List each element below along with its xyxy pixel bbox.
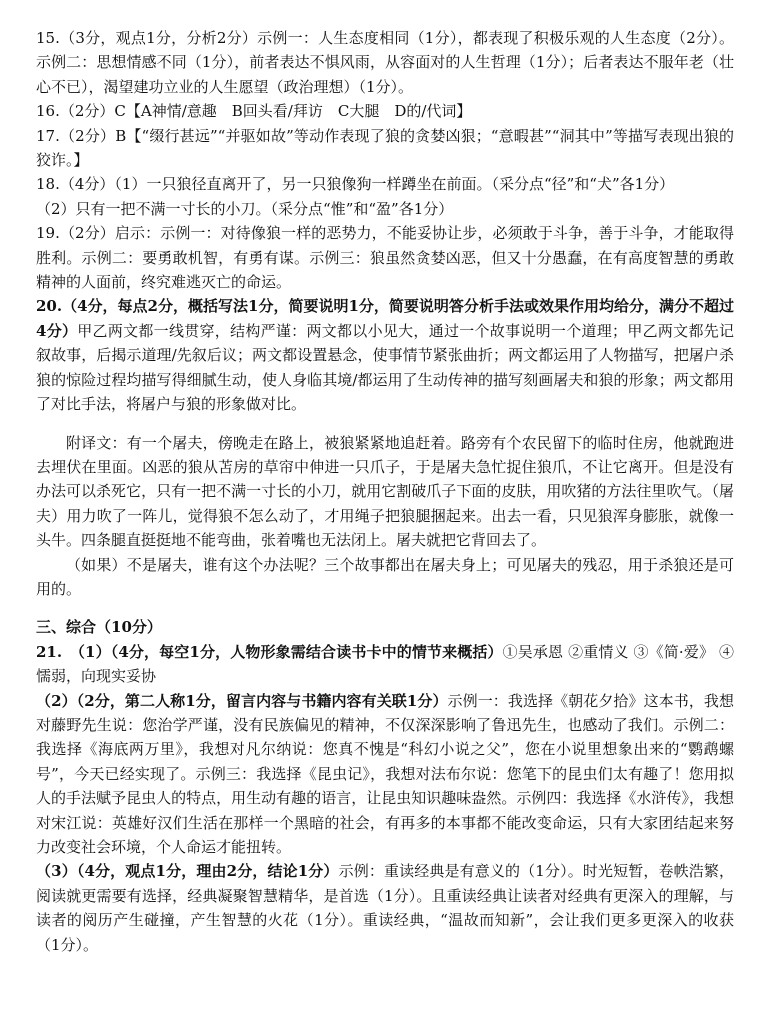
answer-text: B【“缀行甚远”“并驱如故”等动作表现了狼的贪婪凶狠；“意暇甚”“洞其中”等描写表现出狼的狡诈。】 [36, 126, 734, 170]
answer-text: 示例一：我选择《朝花夕拾》这本书，我想对藤野先生说：您治学严谨，没有民族偏见的精神，不仅深深影响了鲁迅先生，也感动了我们。示例二：我选择《海底两万里》，我想对凡尔纳说：您真不愧是“科幻小说之父”，您在小说里想象出来的“鹦鹉螺号”，今天已经实现了。示例三：我选择《昆虫记》，我想对法布尔说：您笔下的昆虫们太有趣了！您用拟人的手法赋予昆虫人的特点，用生动有趣的语言，让昆虫知识趣味盎然。示例四：我选择《水浒传》，我想对宋江说：英雄好汉们生活在那样一个黑暗的社会，有再多的本事都不能改变命运，只有大家团结起来努力改变社会环境，个人命运才能扭转。 [36, 691, 734, 856]
answer-q20 [36, 294, 734, 416]
answer-head: 17.（2分） [36, 126, 116, 145]
answer-q16 [36, 99, 734, 123]
answer-text: 示例一：人生态度相同（1分），都表现了积极乐观的人生态度（2分）。示例二：思想情感不同（1分），前者表达不惧风雨，从容面对的人生哲理（1分）；后者表达不服年老（壮心不已），渴望建功立业的人生愿望（政治理想）（1分）。 [36, 29, 734, 96]
translation-paragraph-2: （如果）不是屠夫，谁有这个办法呢？三个故事都出在屠夫身上；可见屠夫的残忍，用于杀狼还是可用的。 [36, 555, 734, 598]
answer-q21-part1 [36, 640, 734, 689]
answer-q18-part1 [36, 172, 734, 196]
answer-text: （1）一只狼径直离开了，另一只狼像狗一样蹲坐在前面。（采分点“径”和“犬”各1分） [114, 175, 675, 194]
translation-paragraph-1: 附译文：有一个屠夫，傍晚走在路上，被狼紧紧地追赶着。路旁有个农民留下的临时住房，他就跑进去埋伏在里面。凶恶的狼从苫房的草帘中伸进一只爪子，于是屠夫急忙捉住狼爪，不让它离开。但是没有办法可以杀死它，只有一把不满一寸长的小刀，就用它割破爪子下面的皮肤，用吹猪的方法往里吹气。（屠夫）用力吹了一阵儿，觉得狼不怎么动了，才用绳子把狼腿捆起来。出去一看，只见狼浑身膨胀，就像一头牛。四条腿直挺挺地不能弯曲，张着嘴也无法闭上。屠夫就把它背回去了。 [36, 433, 734, 550]
answer-text: 启示：示例一：对待像狼一样的恶势力，不能妥协让步，必须敢于斗争，善于斗争，才能取得胜利。示例二：要勇敢机智，有勇有谋。示例三：狼虽然贪婪凶恶，但又十分愚蠢，在有高度智慧的勇敢精神的人面前，终究难逃灭亡的命运。 [36, 224, 734, 292]
section-title: 三、综合（10分） [36, 618, 162, 637]
answer-head: 16.（2分） [36, 102, 115, 121]
answer-q19 [36, 221, 734, 294]
answer-q18-part2 [36, 197, 734, 221]
answer-head: 15.（3分，观点1分，分析2分） [36, 29, 258, 47]
answer-head: （3）（4分，观点1分，理由2分，结论1分） [36, 862, 339, 881]
answer-head: 19.（2分） [36, 224, 115, 243]
answer-head: 20.（4分，每点2分，概括写法1分，简要说明1分，简要说明答分析手法或效果作用均给分，满分不超过4分） [36, 297, 734, 340]
answer-q17 [36, 124, 734, 173]
answer-head: 21. （1）（4分，每空1分，人物形象需结合读书卡中的情节来概括） [36, 642, 503, 661]
answer-head: （2）（2分，第二人称1分，留言内容与书籍内容有关联1分） [36, 691, 448, 710]
answer-text: C【A神情/意趣 B回头看/拜访 C大腿 D的/代词】 [114, 102, 472, 121]
answer-text: 示例：重读经典是有意义的（1分）。时光短暂，卷帙浩繁，阅读就更需要有选择，经典凝聚智慧精华，是首选（1分）。且重读经典让读者对经典有更深入的理解，与读者的阅历产生碰撞，产生智慧的火花（1分）。重读经典，“温故而知新”，会让我们更多更深入的收获（1分）。 [36, 862, 735, 954]
answer-text: （2）只有一把不满一寸长的小刀。（采分点“惟”和“盈”各1分） [36, 199, 454, 218]
answer-text: 甲乙两文都一线贯穿，结构严谨：两文都以小见大，通过一个故事说明一个道理；甲乙两文都先记叙故事，后揭示道理/先叙后议；两文都设置悬念，使事情节紧张曲折；两文都运用了人物描写，把屠户杀狼的惊险过程均描写得细腻生动，使人身临其境/都运用了生动传神的描写刻画屠夫和狼的形象；两文都用了对比手法，将屠户与狼的形象做对比。 [36, 321, 734, 414]
answer-text: ①吴承恩 ②重情义 ③《简·爱》 ④懦弱，向现实妥协 [36, 642, 734, 686]
answer-q21-part2 [36, 689, 734, 860]
answer-q21-part3 [36, 859, 734, 957]
answer-q15 [36, 26, 734, 99]
answer-head: 18.（4分） [36, 175, 115, 194]
